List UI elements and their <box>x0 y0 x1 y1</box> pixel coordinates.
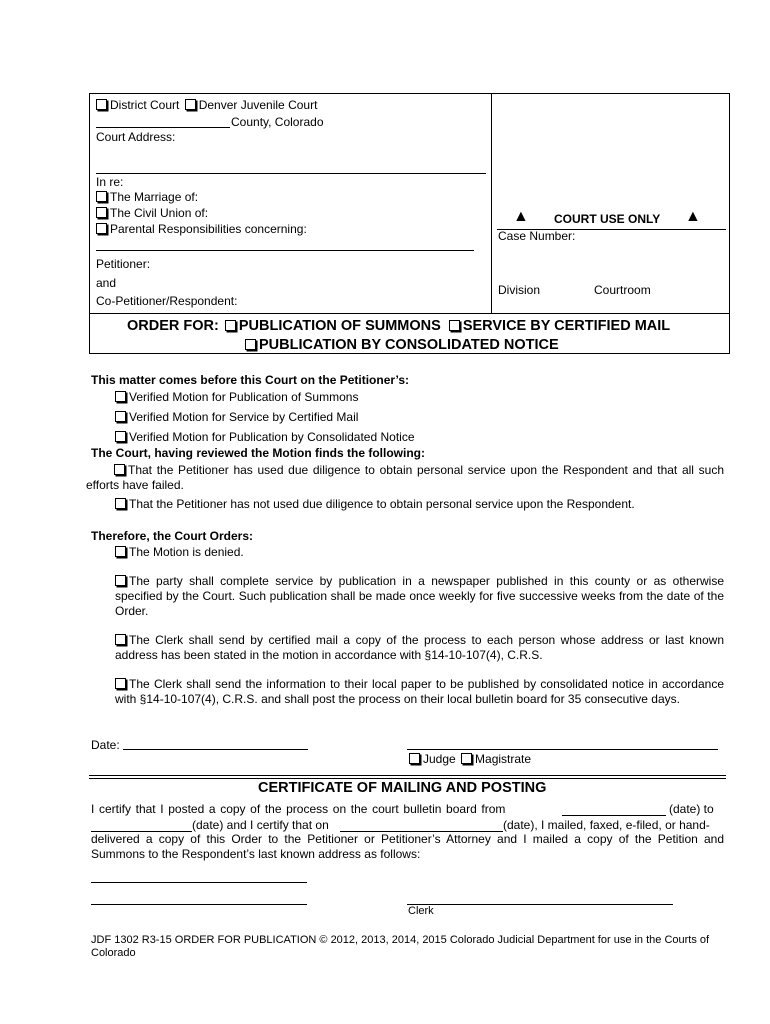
footer-text: JDF 1302 R3-15 ORDER FOR PUBLICATION © 2012, 2013, 2014, 2015 Colorado Judicial Department for use in the Courts of Colorado <box>91 934 710 959</box>
county-label: County, Colorado <box>231 115 324 129</box>
date-label: Date: <box>91 738 120 752</box>
checkbox-marriage[interactable] <box>96 191 107 202</box>
county-blank <box>96 127 230 128</box>
in-re-label: In re: <box>96 175 124 189</box>
order-option-4: The Clerk shall send the information to their local paper to be published by consolidated notice in accordance with §14-10-107(4), C.R.S. and shall post the process on their local bulletin board for 35 consecutive days. <box>115 677 724 706</box>
judge-magistrate-options: Judge Magistrate <box>409 752 531 766</box>
clerk-label: Clerk <box>408 905 434 917</box>
certificate-line-3: delivered a copy of this Order to the Petitioner or Petitioner’s Attorney and I mailed a copy of the Petition and Summons to the Respondent’s last known address as follows: <box>91 832 724 861</box>
checkbox-denver-juvenile-court[interactable] <box>185 99 196 110</box>
finding-2: That the Petitioner has not used due diligence to obtain personal service upon the Respondent. <box>115 497 635 511</box>
caption-divider <box>491 93 492 314</box>
triangle-right-icon: ▲ <box>685 208 701 225</box>
and-label: and <box>96 276 117 290</box>
petitioner-label: Petitioner: <box>96 257 151 271</box>
checkbox-magistrate[interactable] <box>461 753 472 764</box>
checkbox-consolidated-notice[interactable] <box>115 678 126 689</box>
orders-heading: Therefore, the Court Orders: <box>91 529 254 543</box>
court-use-only-label: COURT USE ONLY <box>554 212 661 226</box>
checkbox-motion-denied[interactable] <box>115 546 126 557</box>
motion-option-1: Verified Motion for Publication of Summons <box>115 390 358 404</box>
in-re-option-marriage: The Marriage of: <box>96 190 198 204</box>
in-re-option-parental: Parental Responsibilities concerning: <box>96 222 307 236</box>
posted-from-date-field[interactable] <box>562 815 666 816</box>
checkbox-motion-certified-mail[interactable] <box>115 411 126 422</box>
order-option-2: The party shall complete service by publication in a newspaper published in this county or as otherwise specified by the Court. Such publication shall be made once weekly for five successive weeks from the date of the Order. <box>115 574 724 618</box>
checkbox-publication-of-summons[interactable] <box>225 320 236 331</box>
certificate-title: CERTIFICATE OF MAILING AND POSTING <box>258 780 547 796</box>
checkbox-judge[interactable] <box>409 753 420 764</box>
checkbox-finding-no-due-diligence[interactable] <box>115 498 126 509</box>
order-option-3: The Clerk shall send by certified mail a copy of the process to each person whose address or last known address has been stated in the motion in accordance with §14-10-107(4), C.R.S. <box>115 633 724 662</box>
triangle-left-icon: ▲ <box>513 208 529 225</box>
address-line-2[interactable] <box>91 904 307 905</box>
judge-signature-line[interactable] <box>407 749 718 750</box>
court-address-label: Court Address: <box>96 130 176 144</box>
parties-blank <box>96 250 474 251</box>
checkbox-motion-consolidated-notice[interactable] <box>115 431 126 442</box>
findings-heading: The Court, having reviewed the Motion finds the following: <box>91 446 425 460</box>
certificate-line-2b: (date), I mailed, faxed, e-filed, or hand- <box>503 818 710 832</box>
certificate-rule-top <box>89 775 726 776</box>
checkbox-publication-by-consolidated-notice[interactable] <box>245 339 256 350</box>
order-option-1: The Motion is denied. <box>115 545 244 559</box>
checkbox-publication-newspaper[interactable] <box>115 575 126 586</box>
address-separator <box>96 173 486 174</box>
certificate-line-1: I certify that I posted a copy of the process on the court bulletin board from <box>91 802 506 816</box>
checkbox-parental-responsibilities[interactable] <box>96 223 107 234</box>
checkbox-certified-mail[interactable] <box>115 634 126 645</box>
in-re-option-civil-union: The Civil Union of: <box>96 206 208 220</box>
motion-option-3: Verified Motion for Publication by Consolidated Notice <box>115 430 415 444</box>
order-title-line-2: PUBLICATION BY CONSOLIDATED NOTICE <box>245 338 559 352</box>
courtroom-label: Courtroom <box>594 283 651 297</box>
motion-option-2: Verified Motion for Service by Certified Mail <box>115 410 358 424</box>
date-field[interactable] <box>123 749 308 750</box>
case-number-label: Case Number: <box>498 229 576 243</box>
certificate-line-2a: (date) and I certify that on <box>192 818 329 832</box>
caption-title-separator <box>89 313 730 314</box>
intro-text: This matter comes before this Court on the Petitioner’s: <box>91 373 410 387</box>
clerk-signature-line[interactable] <box>407 904 673 905</box>
checkbox-civil-union[interactable] <box>96 207 107 218</box>
division-label: Division <box>498 283 541 297</box>
checkbox-motion-publication[interactable] <box>115 391 126 402</box>
finding-1: That the Petitioner has used due diligence to obtain personal service upon the Respondent and that all such efforts have failed. <box>86 463 724 492</box>
checkbox-district-court[interactable] <box>96 99 107 110</box>
copetitioner-label: Co-Petitioner/Respondent: <box>96 294 238 308</box>
address-line-1[interactable] <box>91 882 307 883</box>
checkbox-service-by-certified-mail[interactable] <box>449 320 460 331</box>
certificate-rule-bottom <box>89 778 726 779</box>
checkbox-finding-due-diligence[interactable] <box>114 464 125 475</box>
date-to-label: (date) to <box>669 802 714 816</box>
order-title-line-1: ORDER FOR: PUBLICATION OF SUMMONS SERVICE BY CERTIFIED MAIL <box>127 318 671 334</box>
court-options: District Court Denver Juvenile Court <box>96 98 317 112</box>
